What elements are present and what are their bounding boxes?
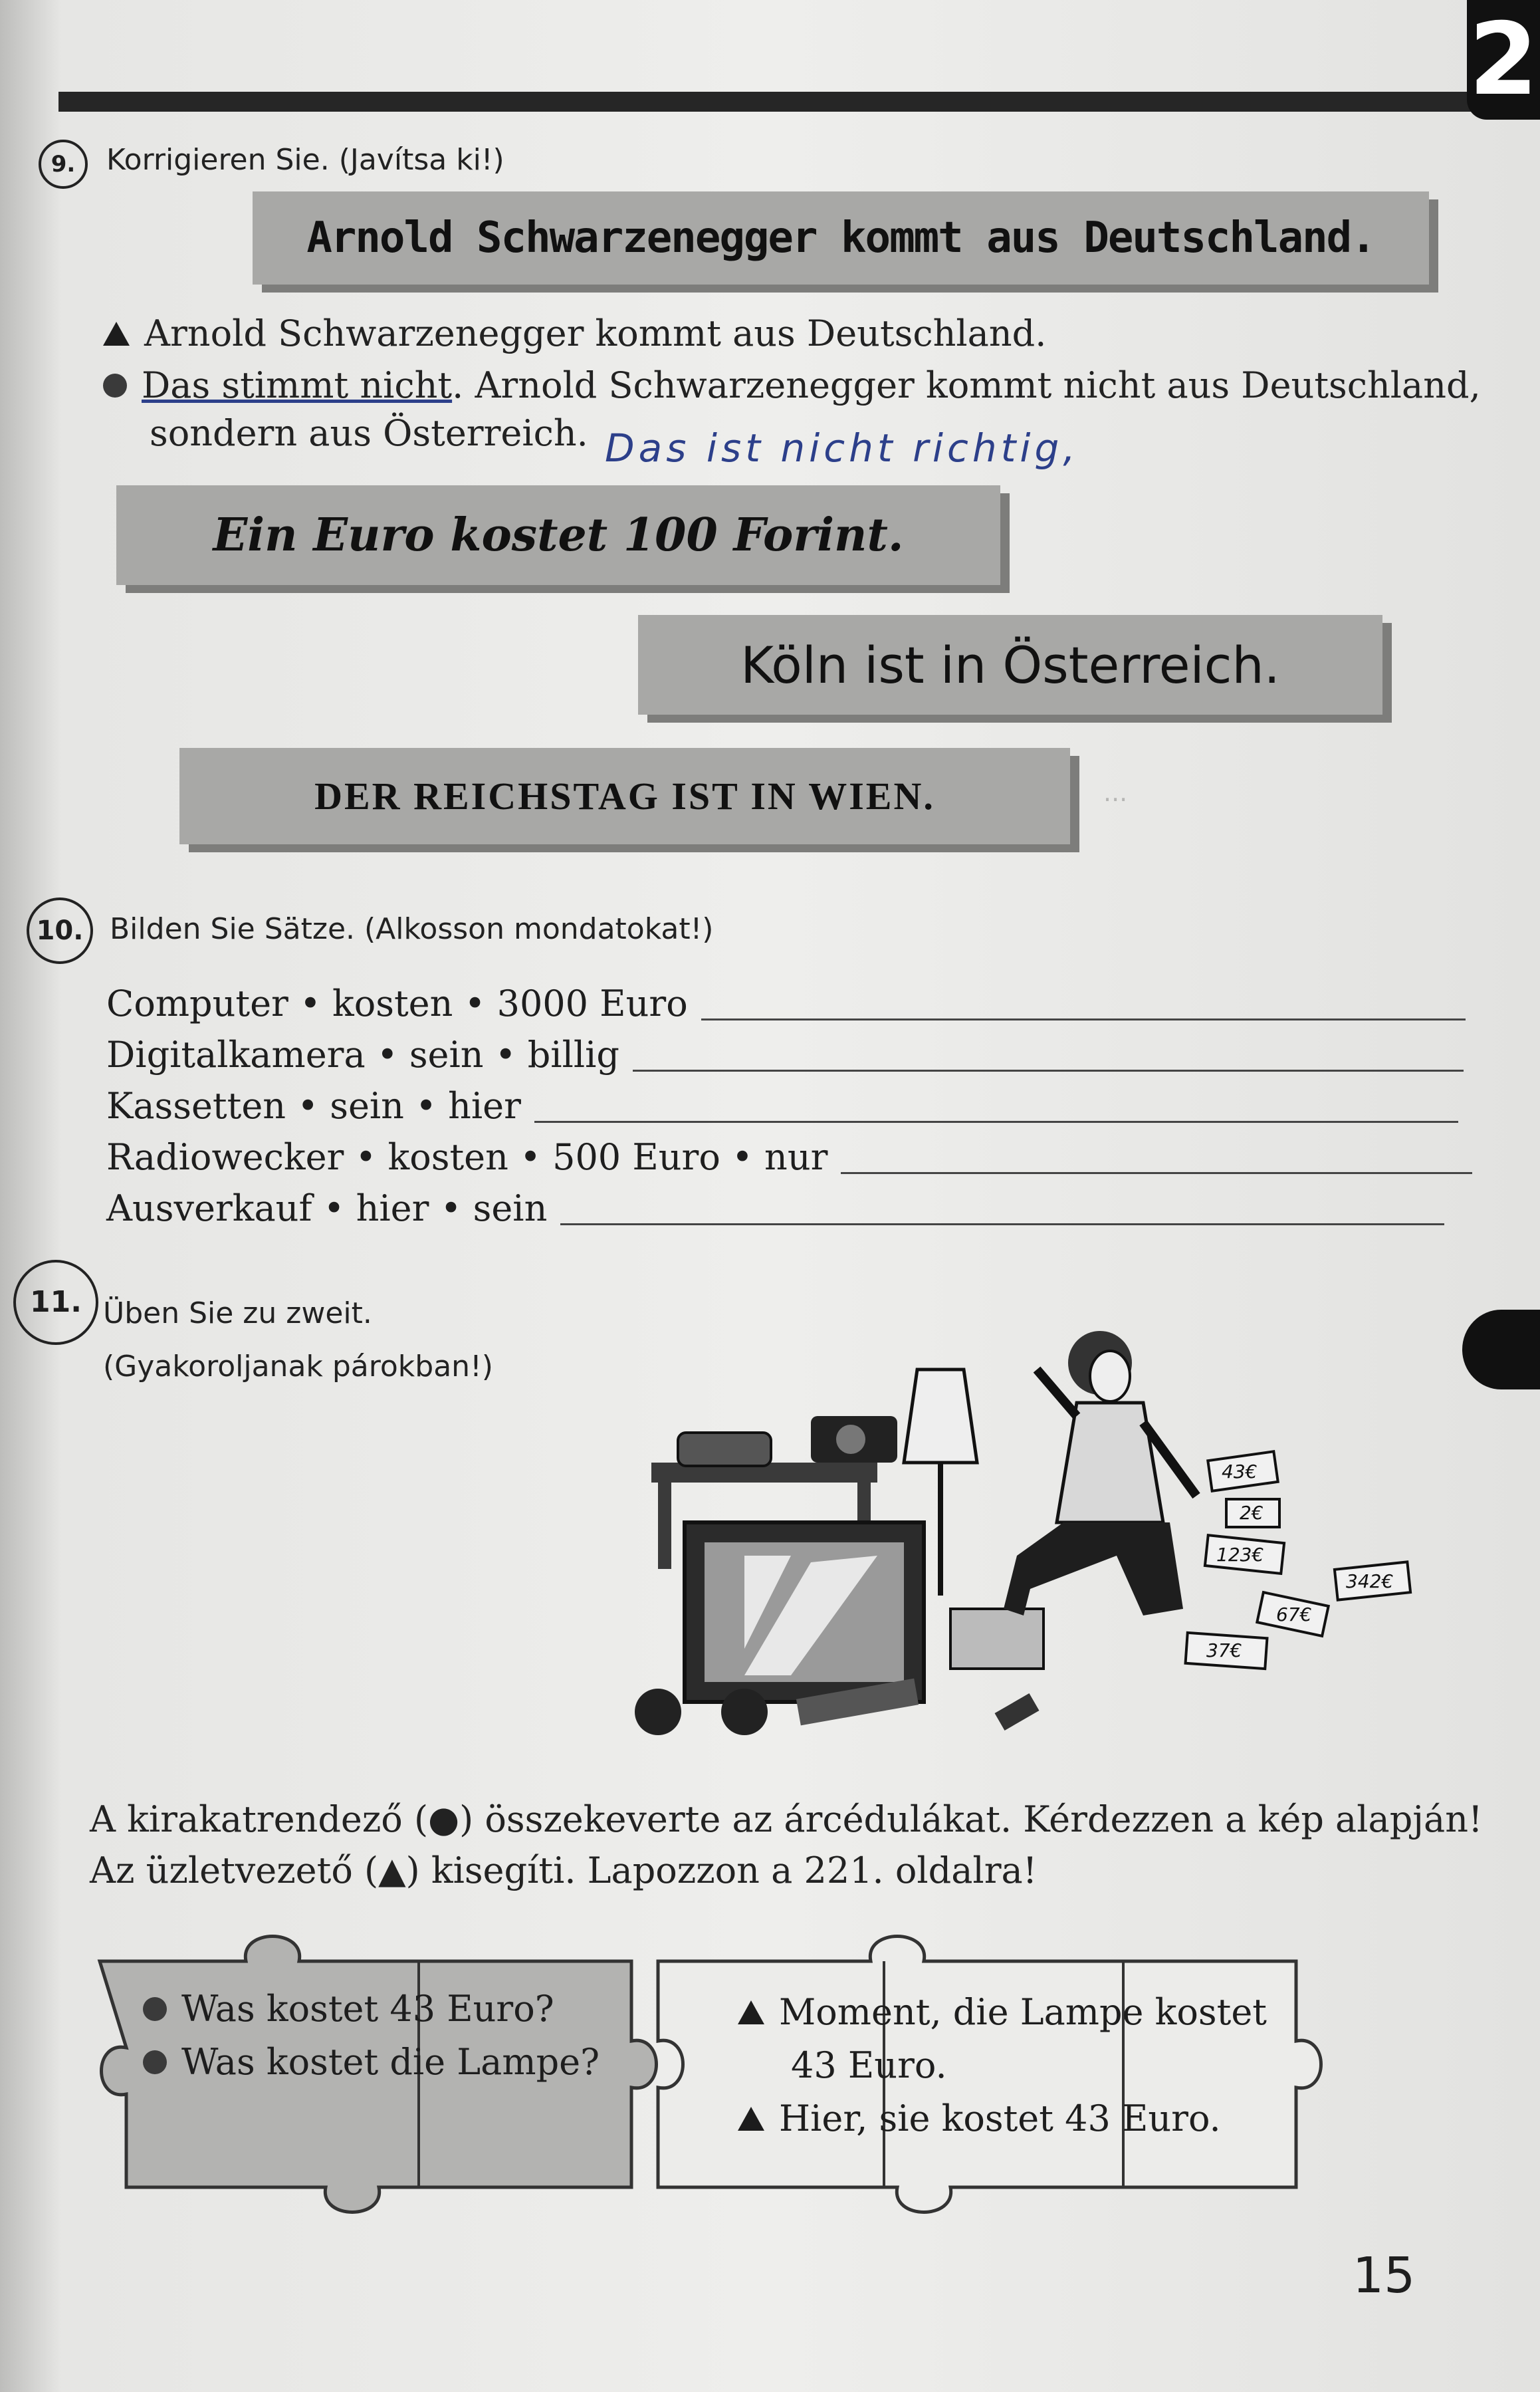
bleed-through-decoration: ... [1103,778,1128,807]
banner-reichstag [179,748,1070,844]
answer-line[interactable] [841,1169,1472,1174]
puzzle-answer-2 [738,2097,1221,2139]
puzzle-answer-1a-text: Moment, die Lampe kostet [779,1991,1267,2033]
top-rule [58,92,1494,112]
sentence-item-5 [106,1187,1444,1229]
sentence-item-4 [106,1136,1472,1178]
answer-line[interactable] [560,1221,1444,1225]
correction-rest: . Arnold Schwarzenegger kommt nicht aus Deutschland, [452,364,1481,406]
answer-line[interactable] [534,1118,1458,1123]
price-tag-342: 342€ [1346,1570,1394,1592]
exercise-11-instruction-line1: Üben Sie zu zweit. [103,1296,372,1330]
banner-reichstag-text: DER REICHSTAG IST IN WIEN. [314,775,935,818]
side-tab-decoration [1462,1310,1540,1389]
exercise-9-instruction: Korrigieren Sie. (Javítsa ki!) [106,143,504,177]
circle-icon [143,2050,167,2074]
price-tag-67: 67€ [1276,1604,1312,1625]
correction-underlined: Das stimmt nicht [142,364,453,406]
sentence-item-text: Ausverkauf • hier • sein [106,1187,548,1229]
answer-line[interactable] [633,1067,1464,1072]
banner-euro [116,485,1000,585]
example-banner-text: Arnold Schwarzenegger kommt aus Deutschland. [306,213,1375,263]
banner-euro-text: Ein Euro kostet 100 Forint. [213,509,904,562]
price-tag-2: 2€ [1240,1502,1264,1524]
page-number: 15 [1353,2247,1416,2304]
puzzle-answer-1a [738,1991,1267,2033]
task-description-line1: A kirakatrendező (●) összekeverte az árcédulákat. Kérdezzen a kép alapján! [90,1798,1483,1840]
dialogue-statement [103,312,1046,354]
handwritten-answer: Das ist nicht richtig, [605,425,1079,471]
dialogue-statement-text: Arnold Schwarzenegger kommt aus Deutschland. [144,312,1047,354]
exercise-10-number: 10. [27,897,93,964]
sentence-item-3 [106,1085,1458,1127]
puzzle-answer-1b: 43 Euro. [791,2044,947,2086]
triangle-icon [103,322,130,346]
exercise-9-number: 9. [39,140,88,189]
example-banner [253,191,1429,285]
banner-koeln [638,615,1382,715]
task-description-line2: Az üzletvezető (▲) kisegíti. Lapozzon a 221. oldalra! [90,1850,1038,1891]
shop-illustration [572,1303,1422,1742]
price-tag-43: 43€ [1222,1461,1258,1483]
answer-line[interactable] [701,1016,1466,1020]
sentence-item-1 [106,983,1466,1024]
exercise-11-instruction-line2: (Gyakoroljanak párokban!) [103,1350,493,1383]
puzzle-question-1 [143,1988,554,2030]
circle-icon [103,374,127,398]
puzzle-question-1-text: Was kostet 43 Euro? [181,1988,554,2030]
puzzle-question-2 [143,2041,600,2083]
sentence-item-text: Digitalkamera • sein • billig [106,1034,619,1076]
price-tag-37: 37€ [1206,1639,1242,1661]
dialogue-correction-line2: sondern aus Österreich. [150,412,588,454]
circle-icon [143,1997,167,2021]
triangle-icon [738,2000,764,2024]
sentence-item-text: Radiowecker • kosten • 500 Euro • nur [106,1136,828,1178]
sentence-item-text: Kassetten • sein • hier [106,1085,521,1127]
puzzle-answer-2-text: Hier, sie kostet 43 Euro. [779,2097,1221,2139]
price-tag-123: 123€ [1216,1544,1264,1566]
dialogue-correction-line1 [103,364,1481,406]
chapter-tab: 2 [1467,0,1540,120]
triangle-icon [738,2107,764,2131]
banner-koeln-text: Köln ist in Österreich. [740,635,1280,695]
puzzle-question-2-text: Was kostet die Lampe? [181,2041,600,2083]
exercise-10-instruction: Bilden Sie Sätze. (Alkosson mondatokat!) [110,912,714,946]
exercise-11-number: 11. [13,1260,98,1345]
sentence-item-2 [106,1034,1464,1076]
sentence-item-text: Computer • kosten • 3000 Euro [106,983,688,1024]
